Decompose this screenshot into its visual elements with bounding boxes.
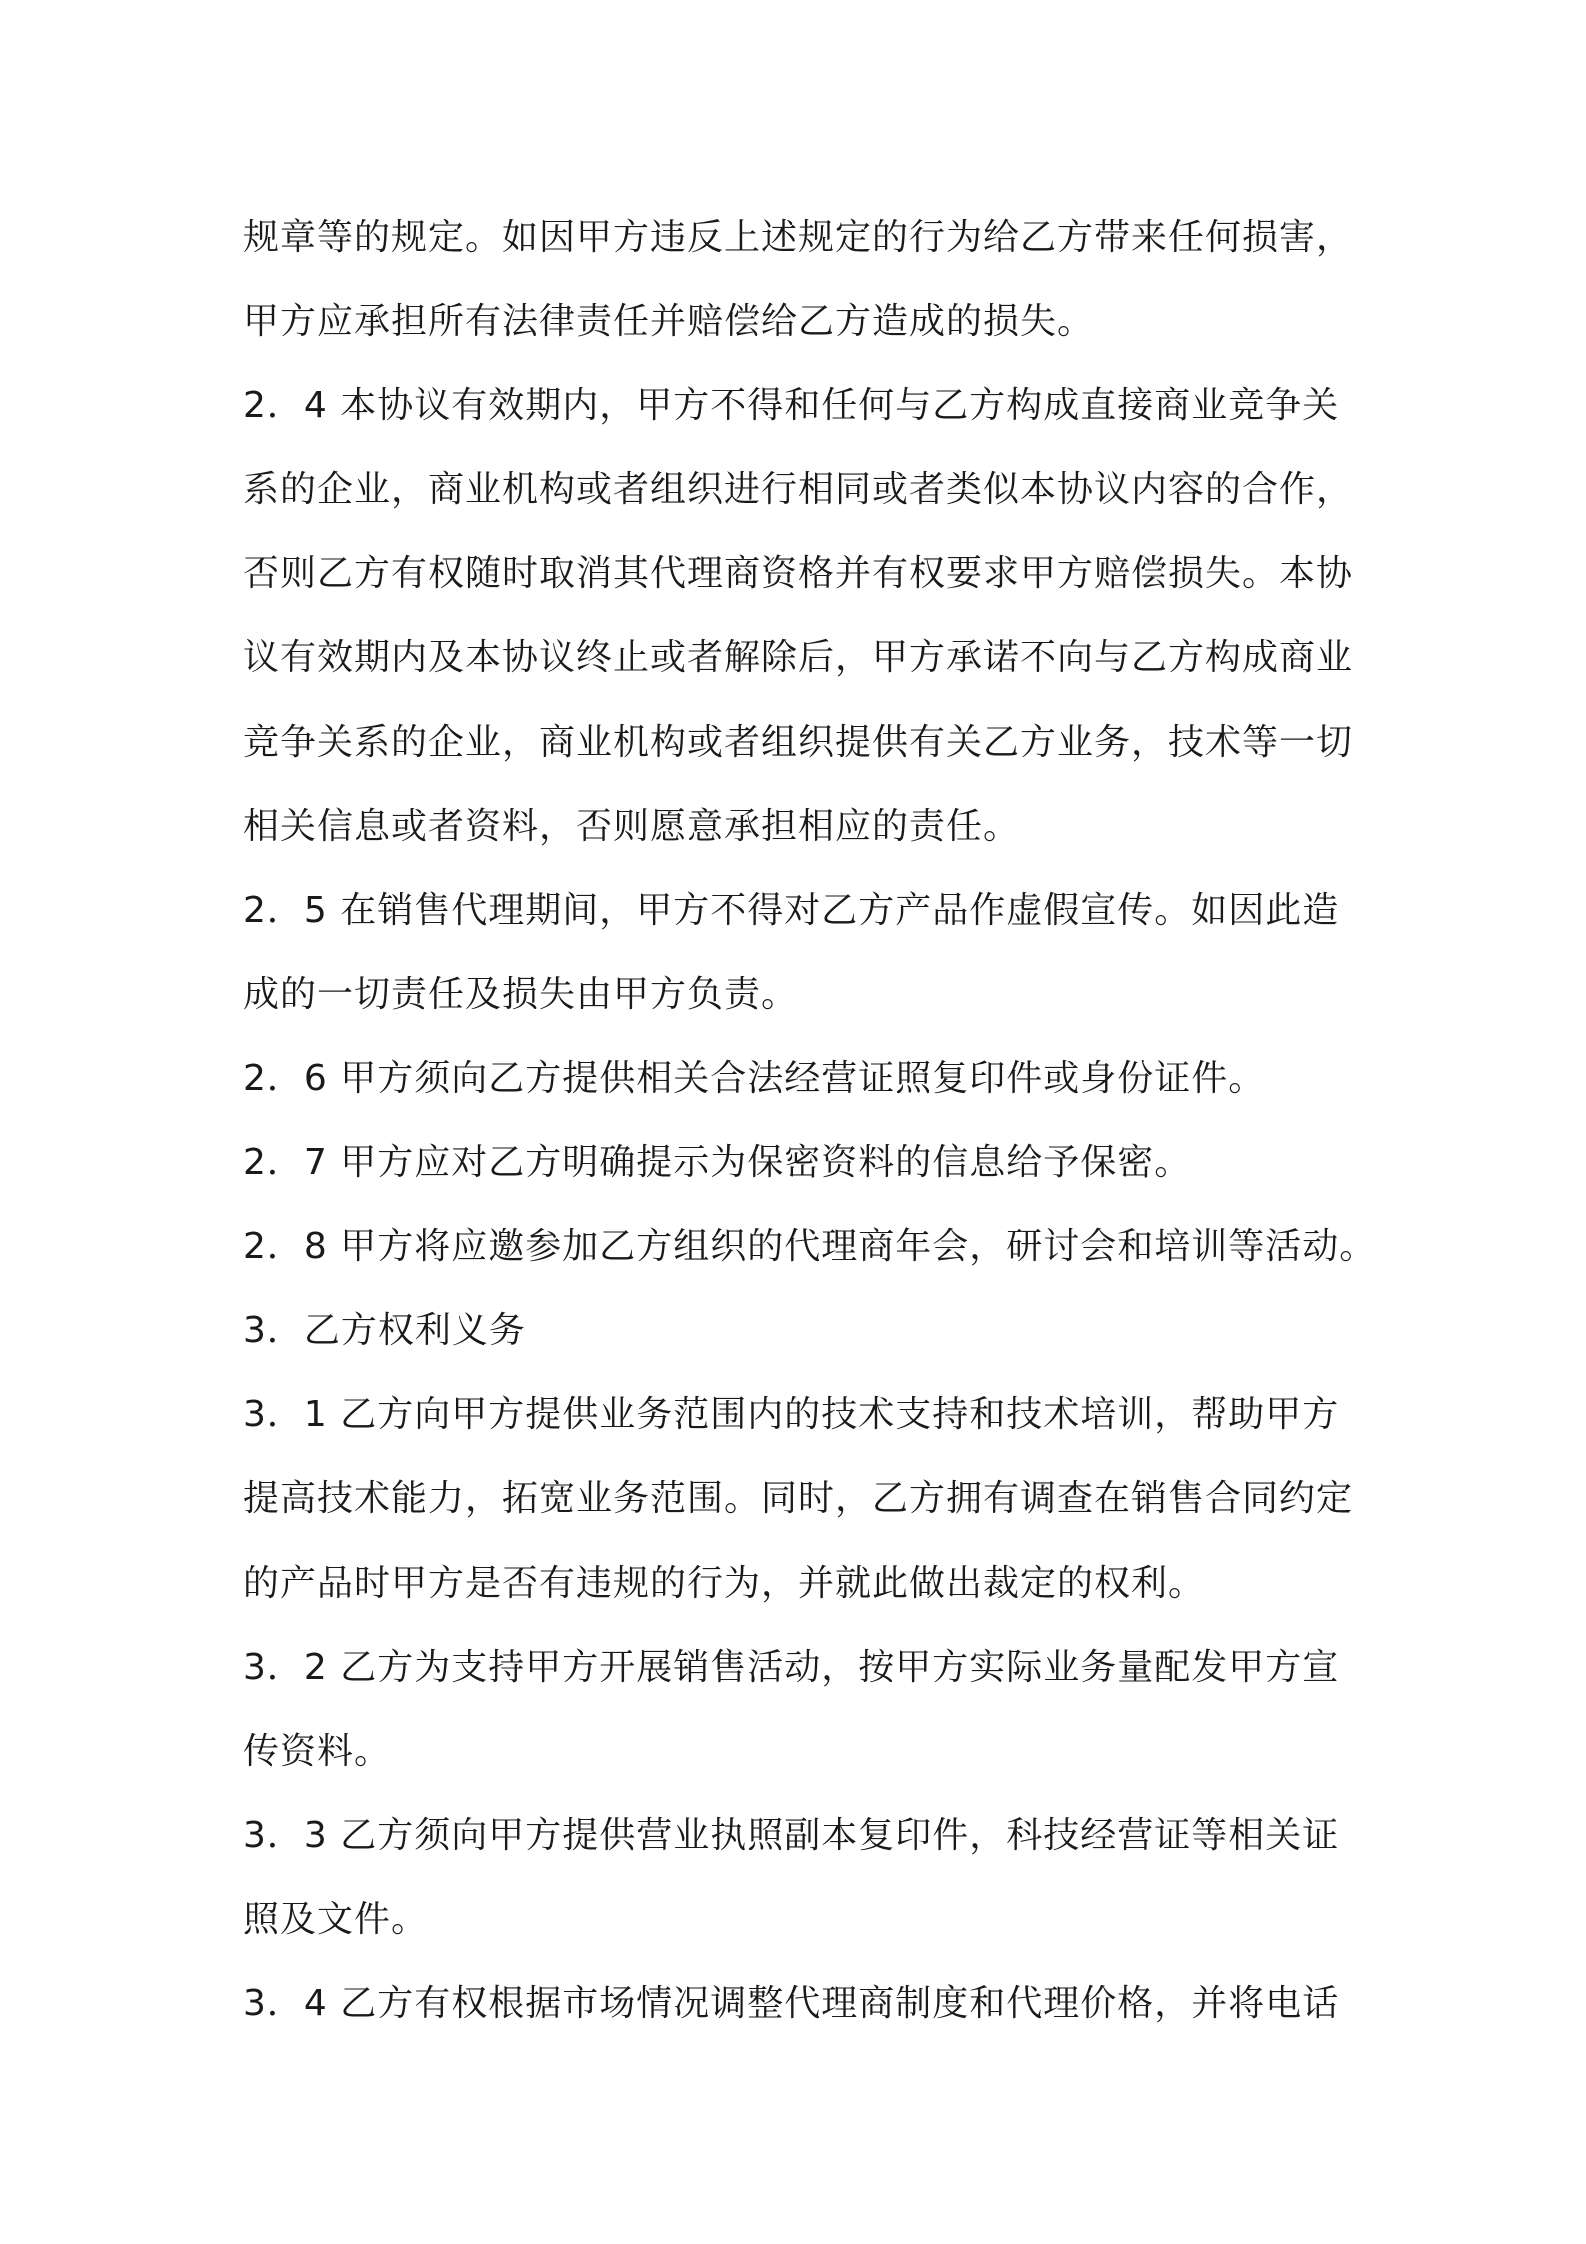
text-line: 2．6 甲方须向乙方提供相关合法经营证照复印件或身份证件。: [243, 1057, 1266, 1099]
text-line: 传资料。: [243, 1730, 392, 1772]
text-line: 规章等的规定。如因甲方违反上述规定的行为给乙方带来任何损害，: [243, 217, 1354, 258]
text-line: 否则乙方有权随时取消其代理商资格并有权要求甲方赔偿损失。本协: [243, 553, 1354, 595]
text-line: 系的企业，商业机构或者组织进行相同或者类似本协议内容的合作，: [243, 469, 1354, 511]
text-line: 3．2 乙方为支持甲方开展销售活动，按甲方实际业务量配发甲方宣: [243, 1646, 1340, 1688]
text-line: 成的一切责任及损失由甲方负责。: [243, 973, 799, 1015]
text-line: 2．8 甲方将应邀参加乙方组织的代理商年会，研讨会和培训等活动。: [243, 1226, 1377, 1268]
text-line: 竞争关系的企业，商业机构或者组织提供有关乙方业务，技术等一切: [243, 721, 1354, 763]
text-line: 2．7 甲方应对乙方明确提示为保密资料的信息给予保密。: [243, 1142, 1192, 1184]
section-heading: 3．乙方权利义务: [243, 1310, 526, 1352]
text-line: 议有效期内及本协议终止或者解除后，甲方承诺不向与乙方构成商业: [243, 637, 1354, 679]
text-line: 甲方应承担所有法律责任并赔偿给乙方造成的损失。: [243, 301, 1095, 343]
text-line: 2．5 在销售代理期间，甲方不得对乙方产品作虚假宣传。如因此造: [243, 889, 1340, 931]
text-line: 2．4 本协议有效期内，甲方不得和任何与乙方构成直接商业竞争关: [243, 385, 1340, 427]
text-line: 提高技术能力，拓宽业务范围。同时，乙方拥有调查在销售合同约定: [243, 1478, 1354, 1520]
text-line: 3．1 乙方向甲方提供业务范围内的技术支持和技术培训，帮助甲方: [243, 1394, 1340, 1436]
text-line: 照及文件。: [243, 1898, 429, 1940]
document-body: [243, 196, 1377, 2046]
text-line: 的产品时甲方是否有违规的行为，并就此做出裁定的权利。: [243, 1562, 1206, 1604]
text-line: 3．4 乙方有权根据市场情况调整代理商制度和代理价格，并将电话: [243, 1982, 1340, 2024]
text-line: 3．3 乙方须向甲方提供营业执照副本复印件，科技经营证等相关证: [243, 1814, 1340, 1856]
text-line: 相关信息或者资料，否则愿意承担相应的责任。: [243, 805, 1021, 847]
